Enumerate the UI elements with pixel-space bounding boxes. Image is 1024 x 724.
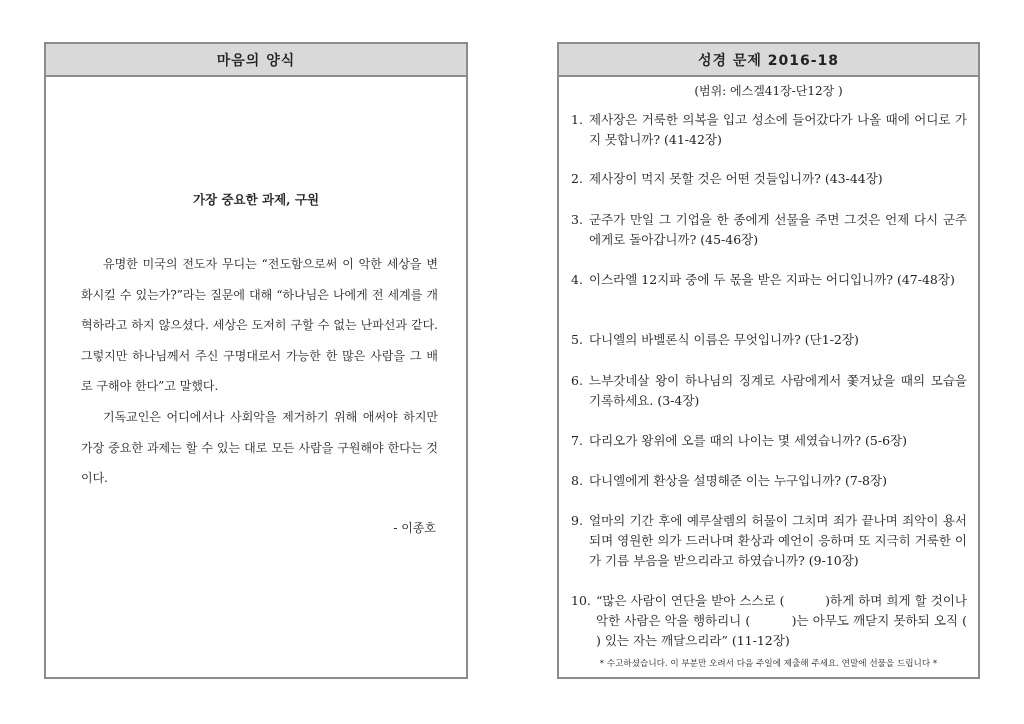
meditation-panel — [44, 42, 468, 679]
essay-paragraph-2: 기독교인은 어디에서나 사회악을 제거하기 위해 애써야 하지만 가장 중요한 과제는 할 수 있는 대로 모든 사람을 구원해야 한다는 것이다. — [81, 409, 438, 486]
question-number: 5. — [571, 332, 583, 347]
question-number: 7. — [571, 433, 583, 448]
question-10 — [571, 591, 1007, 651]
question-number: 10. — [571, 593, 591, 608]
question-number: 4. — [571, 272, 583, 287]
question-number: 3. — [571, 212, 583, 227]
question-text: 제사장은 거룩한 의복을 입고 성소에 들어갔다가 나올 때에 어디로 가지 못합니까? (41-42장) — [589, 112, 967, 147]
question-number: 9. — [571, 513, 583, 528]
question-number: 6. — [571, 373, 583, 388]
meditation-panel-header: 마음의 양식 — [46, 44, 466, 77]
question-number: 8. — [571, 473, 583, 488]
question-9 — [571, 511, 967, 571]
question-number: 1. — [571, 112, 583, 127]
quiz-range: (범위: 에스겔41장-단12장 ) — [694, 84, 843, 98]
essay-paragraph-1: 유명한 미국의 전도자 무디는 “전도함으로써 이 악한 세상을 변화시킬 수 있는가?”라는 질문에 대해 “하나님은 나에게 전 세계를 개혁하라고 하지 않으셨다. 세상은 도저히 구할 수 없는 난파선과 같다. 그렇지만 하나님께서 주신 구명대로서 가능한 한 많은 사람을 그 배로 구해야 한다”고 말했다. — [81, 257, 438, 394]
essay-author: - 이종호 — [393, 521, 436, 535]
essay-title: 가장 중요한 과제, 구원 — [192, 192, 320, 207]
question-3 — [571, 210, 967, 250]
question-text: 얼마의 기간 후에 예루살렘의 허물이 그치며 죄가 끝나며 죄악이 용서되며 영원한 의가 드러나며 환상과 예언이 응하며 또 지극히 거룩한 이가 기름 부음을 받으리라고 하였습니까? (9-10장) — [589, 513, 967, 568]
question-text: 느부갓네살 왕이 하나님의 징계로 사람에게서 쫓겨났을 때의 모습을 기록하세요. (3-4장) — [589, 373, 967, 408]
question-2 — [571, 169, 967, 189]
submission-note: * 수고하셨습니다. 이 부분만 오려서 다음 주일에 제출해 주세요. 연말에 선물을 드립니다 * — [599, 659, 938, 669]
question-5 — [571, 330, 967, 350]
question-6 — [571, 371, 967, 411]
question-8 — [571, 471, 967, 491]
question-text: 다니엘에게 환상을 설명해준 이는 누구입니까? (7-8장) — [589, 473, 887, 488]
question-text: 제사장이 먹지 못할 것은 어떤 것들입니까? (43-44장) — [589, 171, 883, 186]
question-text: “많은 사람이 연단을 받아 스스로 ( )하게 하며 희게 할 것이나 악한 사람은 악을 행하리니 ( )는 아무도 깨닫지 못하되 오직 ( ) 있는 자는 깨달으리라” (11-12장) — [596, 593, 1007, 648]
question-4 — [571, 270, 967, 290]
question-text: 군주가 만일 그 기업을 한 종에게 선물을 주면 그것은 언제 다시 군주에게로 돌아갑니까? (45-46장) — [589, 212, 967, 247]
essay-body — [81, 249, 438, 494]
question-text: 다리오가 왕위에 오를 때의 나이는 몇 세였습니까? (5-6장) — [589, 433, 907, 448]
bible-quiz-panel — [557, 42, 1007, 679]
question-7 — [571, 431, 967, 451]
question-text: 이스라엘 12지파 중에 두 몫을 받은 지파는 어디입니까? (47-48장) — [589, 272, 955, 287]
question-1 — [571, 110, 967, 150]
bible-quiz-panel-header: 성경 문제 2016-18 — [559, 44, 978, 77]
question-text: 다니엘의 바벨론식 이름은 무엇입니까? (단1-2장) — [589, 332, 859, 347]
question-number: 2. — [571, 171, 583, 186]
